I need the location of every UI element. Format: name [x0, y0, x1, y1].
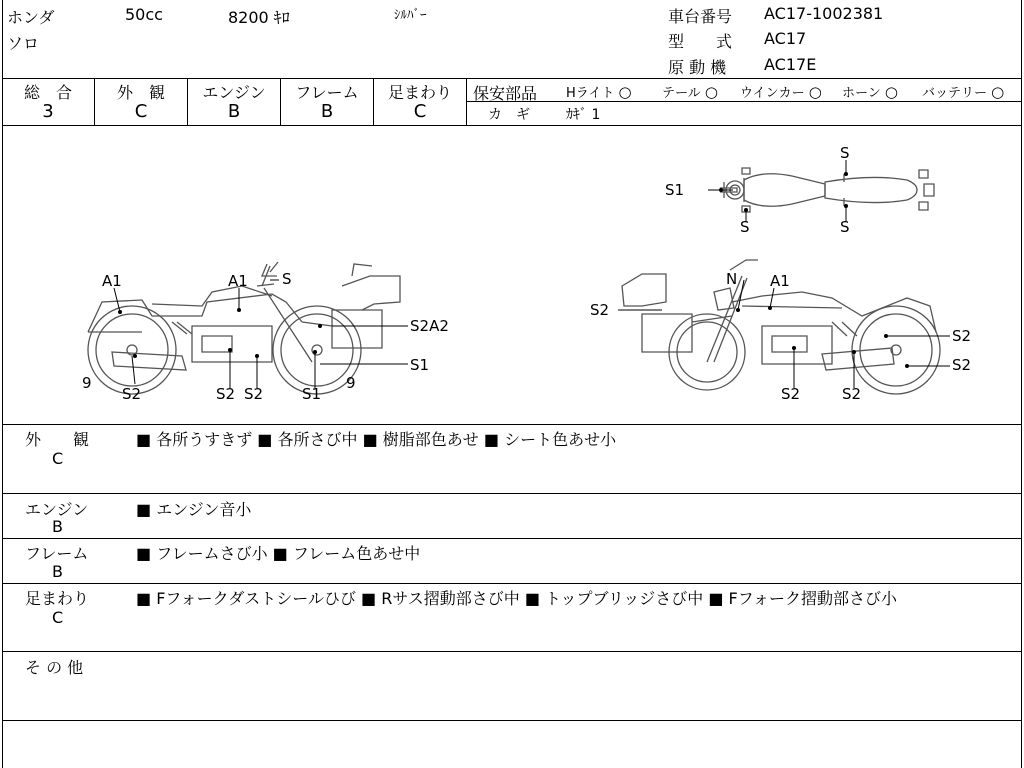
safety-item-mark: ○ [884, 83, 898, 101]
safety-item-mark: ○ [991, 83, 1005, 101]
engine-value: AC17E [764, 55, 817, 74]
type-label: 型 式 [668, 32, 733, 51]
grade-engine: B [227, 101, 241, 122]
divider-grades-mid [466, 101, 1022, 102]
left-mark-a1-rear: A1 [102, 272, 122, 290]
grade-exterior-label: 外 観 [116, 83, 165, 102]
safety-item-mark: ○ [618, 83, 632, 101]
section-suspension-title: 足まわり [25, 589, 90, 608]
key-label: カ ギ [488, 107, 530, 123]
left-mark-s2-engine: S2 [216, 385, 236, 403]
right-mark-s2-box: S2 [590, 301, 610, 319]
safety-item-label: ホーン [842, 86, 881, 101]
mileage: 8200 ｷﾛ [228, 8, 290, 27]
grade-frame-label: フレーム [295, 83, 359, 102]
section-exterior-title: 外 観 [25, 430, 90, 449]
motorcycle-damage-diagram [2, 126, 1021, 424]
top-mark-s-top: S [840, 144, 850, 162]
frame-right [1021, 0, 1022, 768]
top-mark-s1: S1 [665, 181, 685, 199]
section-exterior-grade: C [52, 449, 64, 468]
divider-sec2 [2, 538, 1022, 539]
divider-sec5 [2, 720, 1022, 721]
left-mark-9-front: 9 [346, 374, 356, 392]
divider-sec4 [2, 651, 1022, 652]
frame-no-label: 車台番号 [668, 7, 733, 26]
right-mark-s2-muffler: S2 [842, 385, 862, 403]
section-engine-detail: ■ エンジン音小 [136, 500, 252, 519]
section-frame-title: フレーム [25, 544, 89, 563]
section-engine-grade: B [52, 517, 63, 536]
left-mark-s-bar: S [282, 270, 292, 288]
left-mark-s2-rear: S2 [122, 385, 142, 403]
grade-overall-label: 総 合 [23, 83, 72, 102]
section-suspension-detail: ■ Fフォークダストシールひび ■ Rサス摺動部さび中 ■ トップブリッジさび中 ■ Fフォーク摺動部さび小 [136, 589, 897, 608]
section-frame-grade: B [52, 562, 63, 581]
grade-suspension-label: 足まわり [387, 83, 452, 102]
safety-title: 保安部品 [473, 84, 538, 103]
right-mark-n: N [726, 270, 738, 288]
top-mark-s-left: S [740, 218, 750, 236]
model: ソロ [7, 34, 40, 53]
right-mark-a1: A1 [770, 272, 790, 290]
divider-sec1 [2, 493, 1022, 494]
safety-item-winker [740, 82, 822, 101]
top-view-motorcycle [720, 168, 934, 212]
safety-item-label: テール [662, 86, 701, 101]
color: ｼﾙﾊﾞｰ [394, 8, 427, 23]
grade-suspension: C [413, 101, 427, 122]
frame-no: AC17-1002381 [764, 4, 884, 23]
divider-header [2, 78, 1022, 79]
safety-item-mark: ○ [704, 83, 718, 101]
right-mark-s2-seat: S2 [952, 327, 972, 345]
left-mark-s1-front: S1 [302, 385, 322, 403]
left-mark-9-rear: 9 [82, 374, 92, 392]
left-mark-s2-exhaust: S2 [244, 385, 264, 403]
section-exterior-detail: ■ 各所うすきず ■ 各所さび中 ■ 樹脂部色あせ ■ シート色あせ小 [136, 430, 617, 449]
grade-sep-5 [466, 78, 467, 125]
section-suspension-grade: C [52, 608, 64, 627]
grade-frame: B [320, 101, 334, 122]
displacement: 50cc [125, 5, 163, 24]
grade-overall: 3 [42, 101, 54, 122]
engine-label: 原 動 機 [668, 58, 727, 77]
section-frame-detail: ■ フレームさび小 ■ フレーム色あせ中 [136, 544, 421, 563]
divider-sec3 [2, 583, 1022, 584]
safety-item-battery [922, 82, 1004, 101]
left-mark-s1-fork: S1 [410, 356, 430, 374]
safety-item-label: バッテリー [922, 86, 988, 101]
right-mark-s2-engine: S2 [781, 385, 801, 403]
type-value: AC17 [764, 29, 807, 48]
safety-item-horn [842, 82, 898, 101]
top-mark-s-right: S [840, 218, 850, 236]
grade-exterior: C [134, 101, 148, 122]
left-mark-a1-tank: A1 [228, 272, 248, 290]
grade-engine-label: エンジン [202, 83, 266, 102]
right-mark-s2-exhaust: S2 [952, 356, 972, 374]
safety-item-label: Hライト [566, 86, 615, 101]
safety-item-label: ウインカー [740, 86, 805, 101]
section-engine-title: エンジン [25, 500, 89, 519]
left-mark-s2a2: S2A2 [410, 317, 449, 335]
safety-item-tail [662, 82, 718, 101]
divider-diagram [2, 424, 1022, 425]
safety-item-headlight [566, 82, 632, 101]
key-value: ｶｷﾞ 1 [566, 107, 601, 123]
section-other-title: そ の 他 [25, 658, 84, 677]
safety-item-mark: ○ [808, 83, 822, 101]
maker: ホンダ [7, 8, 55, 27]
